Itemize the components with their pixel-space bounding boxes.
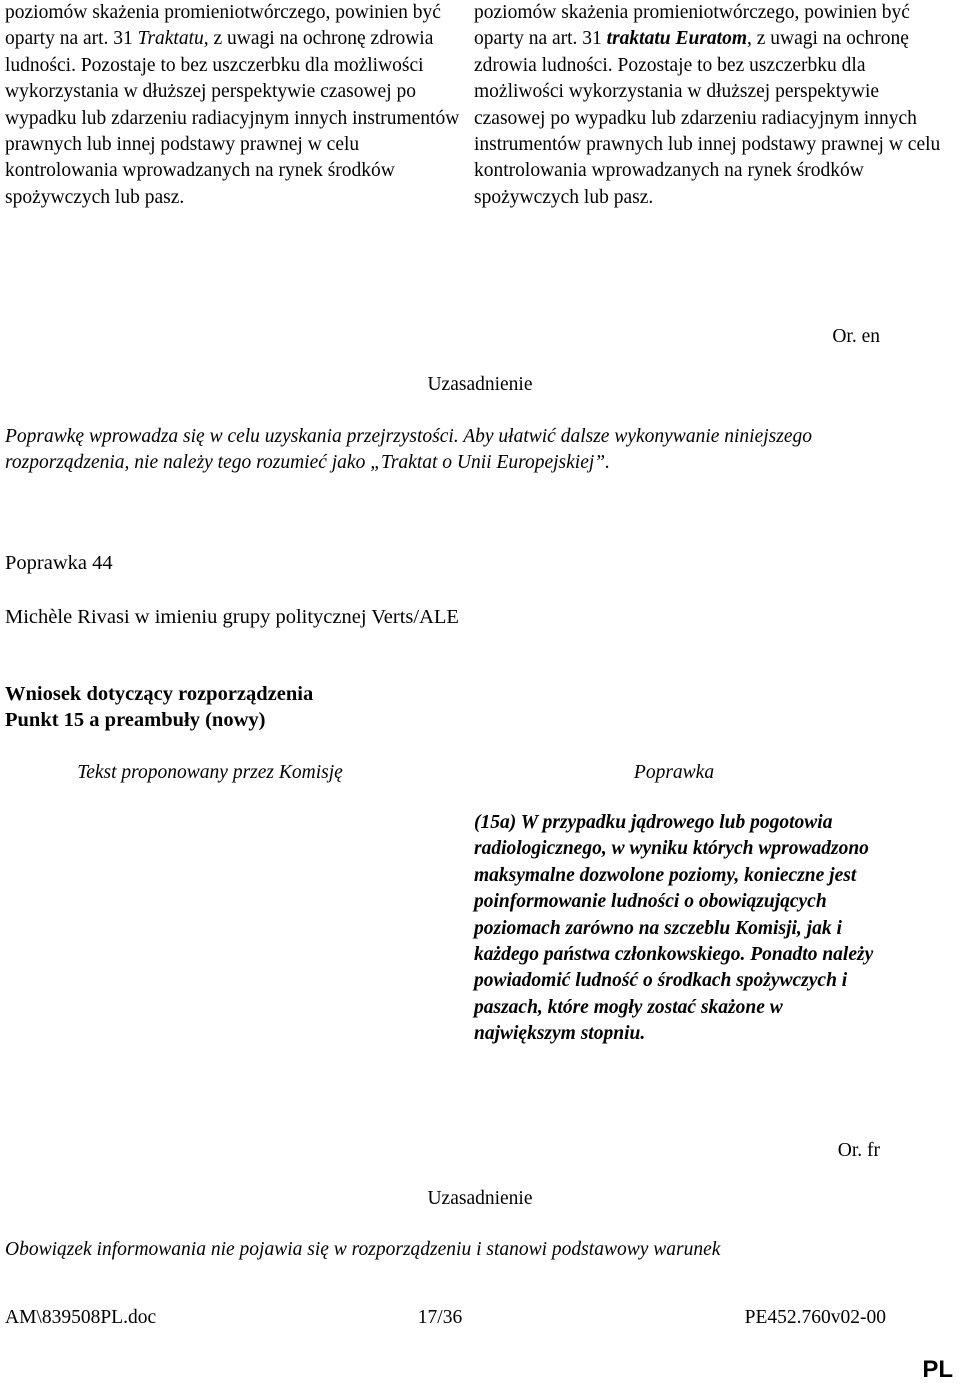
amendment-author: Michèle Rivasi w imieniu grupy politycznej Verts/ALE — [5, 606, 459, 628]
column-header-commission: Tekst proponowany przez Komisję — [77, 762, 343, 783]
proposal-point: Punkt 15 a preambuły (nowy) — [5, 709, 266, 731]
justification-text-2: Obowiązek informowania nie pojawia się w rozporządzeniu i stanowi podstawowy warunek — [5, 1239, 721, 1260]
column-header-amendment: Poprawka — [633, 762, 715, 783]
footer-page-number: 17/36 — [417, 1307, 463, 1328]
justification-text: Poprawkę wprowadza się w celu uzyskania przejrzystości. Aby ułatwić dalsze wykonywanie niniejszego rozporządzenia, nie należy tego rozumieć jako „Traktat o Unii Europejskiej”. — [5, 426, 813, 474]
justification-heading-2: Uzasadnienie — [427, 1188, 533, 1209]
justification-heading: Uzasadnienie — [427, 374, 533, 395]
left-column-text — [5, 0, 475, 211]
left-text-b: Traktatu — [137, 28, 204, 50]
amendment-number: Poprawka 44 — [5, 552, 113, 574]
right-text-a: poziomów skażenia promieniotwórczego, powinien być oparty na art. 31 — [474, 2, 910, 50]
right-text-b: traktatu Euratom — [606, 28, 748, 50]
left-text-a: poziomów skażenia promieniotwórczego, powinien być oparty na art. 31 — [5, 2, 441, 50]
language-code: PL — [922, 1356, 953, 1383]
origin-label: Or. en — [832, 326, 880, 347]
footer-pe-ref: PE452.760v02-00 — [744, 1307, 886, 1328]
left-text-c: , z uwagi na ochronę zdrowia ludności. Pozostaje to bez uszczerbku dla możliwości wykorzystania w dłuższej perspektywie czasowej po wypadku lub zdarzeniu radiacyjnym innych instrumentów prawnych lub innej podstawy prawnej w celu kontrolowania wprowadzanych na rynek środków spożywczych lub pasz. — [5, 28, 460, 208]
right-column-text — [474, 0, 944, 211]
origin-label-2: Or. fr — [837, 1140, 880, 1161]
right-text-c: , z uwagi na ochronę zdrowia ludności. Pozostaje to bez uszczerbku dla możliwości wykorzystania w dłuższej perspektywie czasowej po wypadku lub zdarzeniu radiacyjnym innych instrumentów prawnych lub innej podstawy prawnej w celu kontrolowania wprowadzanych na rynek środków spożywczych lub pasz. — [474, 28, 941, 208]
footer-doc-ref: AM\839508PL.doc — [5, 1307, 157, 1328]
amendment-text: (15a) W przypadku jądrowego lub pogotowia radiologicznego, w wyniku których wprowadzono maksymalne dozwolone poziomy, konieczne jest poinformowanie ludności o obowiązujących poziomach zarówno na szczeblu Komisji, jak i każdego państwa członkowskiego. Ponadto należy powiadomić ludność o środkach spożywczych i paszach, które mogły zostać skażone w największym stopniu. — [474, 812, 874, 1045]
proposal-title: Wniosek dotyczący rozporządzenia — [5, 683, 314, 705]
